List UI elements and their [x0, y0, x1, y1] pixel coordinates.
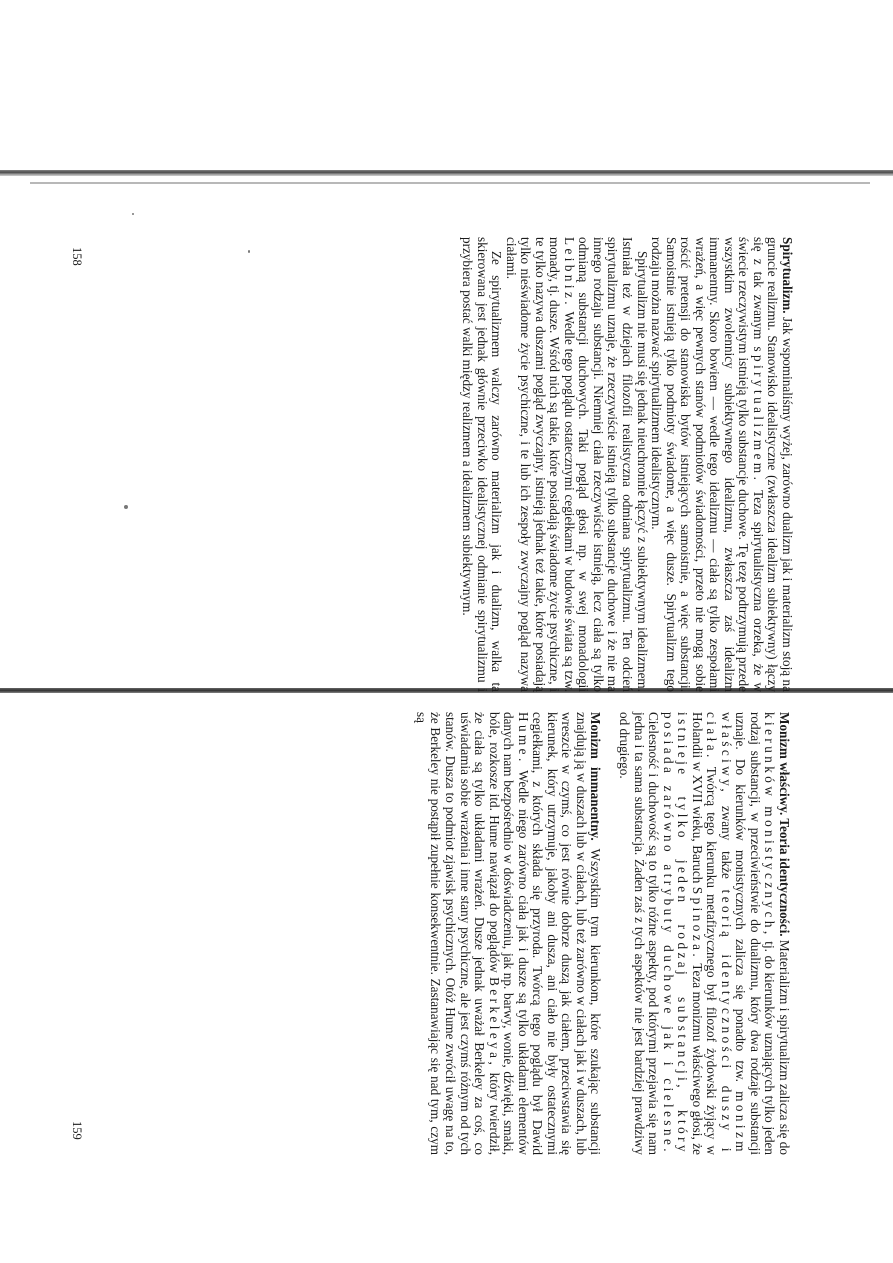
text-run: Wedle tego poglądu ostatecznymi cegiełkami w budowie świata są tzw. monady, tj. dusze. Wśród nich są takie, które posiadają świadome życie psychiczne, i te tylko nazywa duszami pogląd zwyczajny, istnieją jednak też takie, które posiadają tylko nieświadome życie psychiczne, i te lub ich zespoły zwyczajny pogląd nazywa ciałami. — [503, 237, 577, 692]
page-number-right: 159 — [70, 1121, 84, 1140]
emphasized-term: Berkeleya, — [486, 977, 502, 1069]
text-run: tj. do kierunków uznających tylko jeden rodzaj substancji, w przeciwieństwie do dualizmu, który dwa rodzaje substancji uznaje. Do kierunków monistycznych zalicza się ponadto tzw. — [733, 712, 778, 1156]
paragraph — [459, 237, 503, 692]
text-run: Wedle niego zarówno ciała jak i dusze są tylko układami elementów danych nam bezpośrednio w doświadczeniu, jak np. barwy, wonie, dźwięki, smaki, bóle, rozkosze itd. Hume nawiązał do poglądów — [486, 712, 531, 1155]
text-run: Ze spirytualizmem walczy zarówno materializm jak i dualizm, walka ta skierowana jest jednak głównie przeciwko idealistycznej odmianie spirytualizmu i przybiera postać walki między realizmem a idealizmem subiektywnym. — [459, 237, 505, 692]
emphasized-term: kierunków monistycznych, — [762, 712, 778, 938]
emphasized-term: istnieje tylko jeden rodzaj substancji, który posiada zarówno atrybuty duchowe jak i cielesne. — [660, 712, 691, 1155]
text-run: Teza monizmu właściwego głosi, że — [689, 960, 705, 1155]
emphasized-term: Leibniz. — [561, 237, 577, 309]
text-run: Materializm i spirytualizm zalicza się do — [777, 936, 792, 1155]
text-run: który twierdził, że ciała są tylko układami wrażeń. Dusze jednak uważał Berkeley za coś, co uświadamia sobie wrażenia i inne stany psychiczne, ale jest czymś różnym od tych stanów. Dusza to podmiot zjawisk psychicznych. Otóż Hume zwrócił uwagę na to, że Berkeley nie postąpił zupełnie konsekwentnie. Zastanawiając się nad tym, czym są — [413, 712, 502, 1155]
text-run: Teza spirytualistyczna orzeka, że w świecie rzeczywistym istnieją tylko substancje duchowe. Tę tezę podtrzymują przede wszystkim zwolennicy subiektywnego idealizmu, zwłaszcza zaś idealizm immanentny. Skoro bowiem — wedle tego idealizmu — ciała są tylko zespołami wrażeń, a więc pewnych stanów podmiotów świadomości, przeto nie mogą sobie rościć pretensji do stanowiska bytów istniejących samoistnie, a więc substancji. Samoistnie istnieją tylko podmioty świadome, a więc dusze. Spirytualizm tego rodzaju można nazwać spirytualizmem idealistycznym. — [649, 237, 766, 693]
paragraph-gap — [602, 712, 616, 1155]
scan-speck — [124, 505, 128, 509]
scan-top-edge — [0, 170, 893, 176]
page-number-left: 158 — [70, 247, 84, 266]
paragraph — [616, 712, 791, 1155]
emphasized-term: teorią identyczności duszy i ciała. — [704, 712, 734, 1155]
section-heading: Monizm immanentny. — [588, 712, 604, 841]
emphasized-term: Spinoza. — [689, 886, 705, 961]
text-run: Spirytualizm nie musi się jednak nieuchronnie łączyć z subiektywnym idealizmem. Istniała też w dziejach filozofii realistyczna odmiana spirytualizmu. Ten odcień spirytualizmu uznaje, że rzeczywiście istnieją tylko substancje duchowe i że nie ma innego rodzaju substancji. Niemniej ciała rzeczywiście istnieją, lecz ciała są tylko odmianą substancji duchowych. Taki pogląd głosi np. w swej monadologii — [576, 237, 650, 692]
emphasized-term: spirytualizmem. — [750, 346, 766, 484]
text-run: Wszystkim tym kierunkom, które szukając substancji znajdują ją w duszach lub w ciałach, lub też zarówno w ciałach jak i w duszach, lub wreszcie w czymś, co jest równie dobrze duszą jak ciałem, przeciwstawia się kierunek, który utrzymuje, jakoby ani dusza, ani ciało nie były ostatecznymi cegiełkami, z których składa się przyroda. Twórcą tego poglądu był Dawid — [530, 712, 604, 1155]
text-run: zwany także — [718, 795, 734, 890]
scan-speck — [248, 250, 250, 253]
emphasized-term: Hume. — [515, 712, 531, 765]
left-page-text — [459, 237, 794, 692]
section-heading: Spirytualizm. — [780, 237, 795, 314]
section-heading: Monizm właściwy. Teoria identyczności. — [777, 712, 792, 937]
right-page-text — [413, 712, 791, 1155]
text-run: Twórcą tego kierunku metafizycznego był filozof żydowski żyjący w Holandii w XVII wieku, Baruch — [689, 712, 720, 1155]
emphasized-term: monizm właściwy, — [718, 712, 749, 1155]
text-run: Cielesność i duchowość są to tylko różne aspekty, pod którymi przejawia się nam jedna i ta sama substancja. Żaden zaś z tych aspektów nie jest bardziej prawdziwy od drugiego. — [616, 712, 662, 1155]
paragraph — [413, 712, 602, 1155]
paragraph — [649, 237, 794, 692]
scan-top-edge-line — [30, 182, 870, 184]
scan-speck — [132, 213, 134, 215]
paragraph — [503, 237, 648, 692]
text-run: Jak wspominaliśmy wyżej, zarówno dualizm jak i materializm stoją na gruncie realizmu. Stanowisko idealistyczne (zwłaszcza idealizm subiektywny) łączy się z tak zwanym — [750, 237, 795, 692]
